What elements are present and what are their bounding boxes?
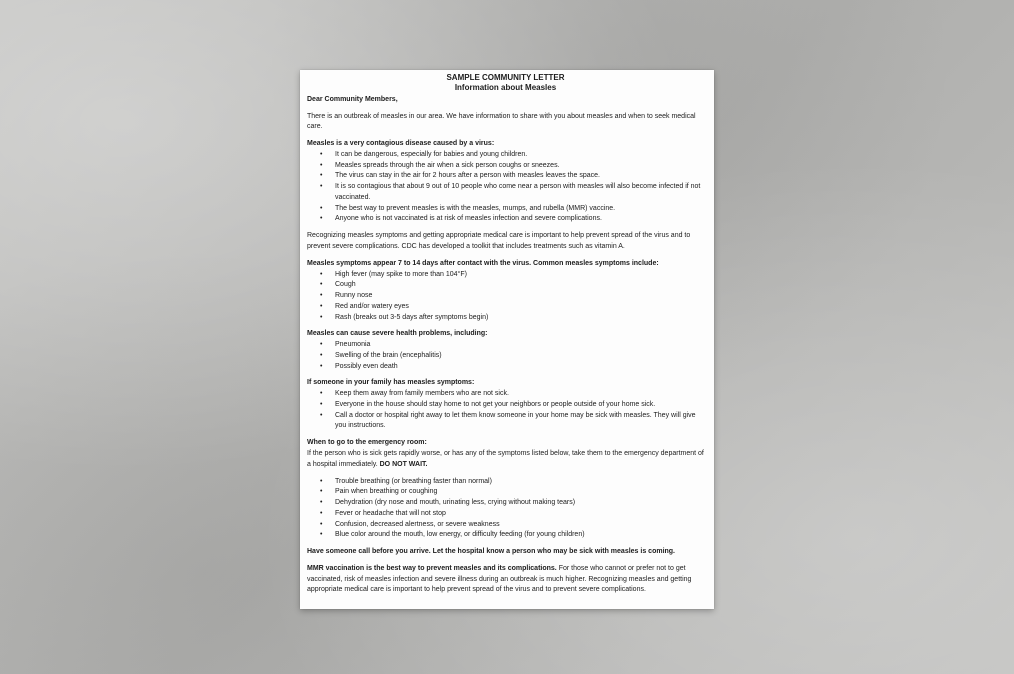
contagious-list [307,150,704,225]
mmr-text: For those who cannot or prefer not to get vaccinated, risk of measles infection and severe illness during an outbreak is much higher. Recognizing measles and getting appropriate medical care is important to help prevent spread of the virus and to prevent severe complications. [307,564,692,594]
list-item: • Blue color around the mouth, low energy, or difficulty feeding (for young children) [307,530,704,541]
family-list [307,389,704,432]
list-item: • The virus can stay in the air for 2 hours after a person with measles leaves the space. [307,171,704,182]
letter-title: SAMPLE COMMUNITY LETTER [446,73,565,82]
emergency-text: If the person who is sick gets rapidly worse, or has any of the symptoms listed below, take them to the emergency department of a hospital immediately. [307,449,704,468]
list-item: • Call a doctor or hospital right away to let them know someone in your home may be sick with measles. They will give you instructions. [307,411,704,433]
list-item: • Possibly even death [307,362,704,373]
list-item: • Runny nose [307,291,704,302]
list-item: • It is so contagious that about 9 out of 10 people who come near a person with measles will also become infected if not vaccinated. [307,182,704,204]
list-item: • Rash (breaks out 3-5 days after symptoms begin) [307,313,704,324]
list-item: • Confusion, decreased alertness, or severe weakness [307,520,704,531]
list-item: • Pain when breathing or coughing [307,487,704,498]
call-before-paragraph: Have someone call before you arrive. Let the hospital know a person who may be sick with measles is coming. [307,548,676,556]
list-item: • Anyone who is not vaccinated is at risk of measles infection and severe complications. [307,214,704,225]
list-item: • High fever (may spike to more than 104°F) [307,270,704,281]
mmr-paragraph [307,564,704,596]
list-item: • Keep them away from family members who are not sick. [307,389,704,400]
emergency-heading: When to go to the emergency room: [307,439,427,447]
list-item: • Pneumonia [307,340,704,351]
recognizing-paragraph: Recognizing measles symptoms and getting appropriate medical care is important to help prevent spread of the virus and to prevent severe complications. CDC has developed a toolkit that includes treatments such as vitamin A. [307,232,691,250]
emergency-list [307,477,704,542]
contagious-heading: Measles is a very contagious disease caused by a virus: [307,140,495,148]
list-item: • The best way to prevent measles is with the measles, mumps, and rubella (MMR) vaccine. [307,204,704,215]
list-item: • It can be dangerous, especially for babies and young children. [307,150,704,161]
symptoms-list [307,270,704,324]
mmr-bold: MMR vaccination is the best way to prevent measles and its complications. [307,564,557,572]
list-item: • Everyone in the house should stay home to not get your neighbors or people outside of your home sick. [307,400,704,411]
intro-paragraph: There is an outbreak of measles in our area. We have information to share with you about measles and when to seek medical care. [307,112,696,131]
list-item: • Measles spreads through the air when a sick person coughs or sneezes. [307,161,704,172]
list-item: • Cough [307,280,704,291]
list-item: • Trouble breathing (or breathing faster than normal) [307,477,704,488]
list-item: • Red and/or watery eyes [307,302,704,313]
salutation: Dear Community Members, [307,95,398,103]
problems-heading: Measles can cause severe health problems, including: [307,330,488,338]
list-item: • Swelling of the brain (encephalitis) [307,351,704,362]
list-item: • Dehydration (dry nose and mouth, urinating less, crying without making tears) [307,498,704,509]
symptoms-heading: Measles symptoms appear 7 to 14 days after contact with the virus. Common measles symptoms include: [307,259,659,267]
emergency-paragraph [307,449,704,471]
do-not-wait: DO NOT WAIT. [379,460,428,468]
problems-list [307,340,704,372]
letter-subtitle: Information about Measles [454,83,557,93]
family-heading: If someone in your family has measles symptoms: [307,379,475,387]
list-item: • Fever or headache that will not stop [307,509,704,520]
letter-page [300,70,714,609]
